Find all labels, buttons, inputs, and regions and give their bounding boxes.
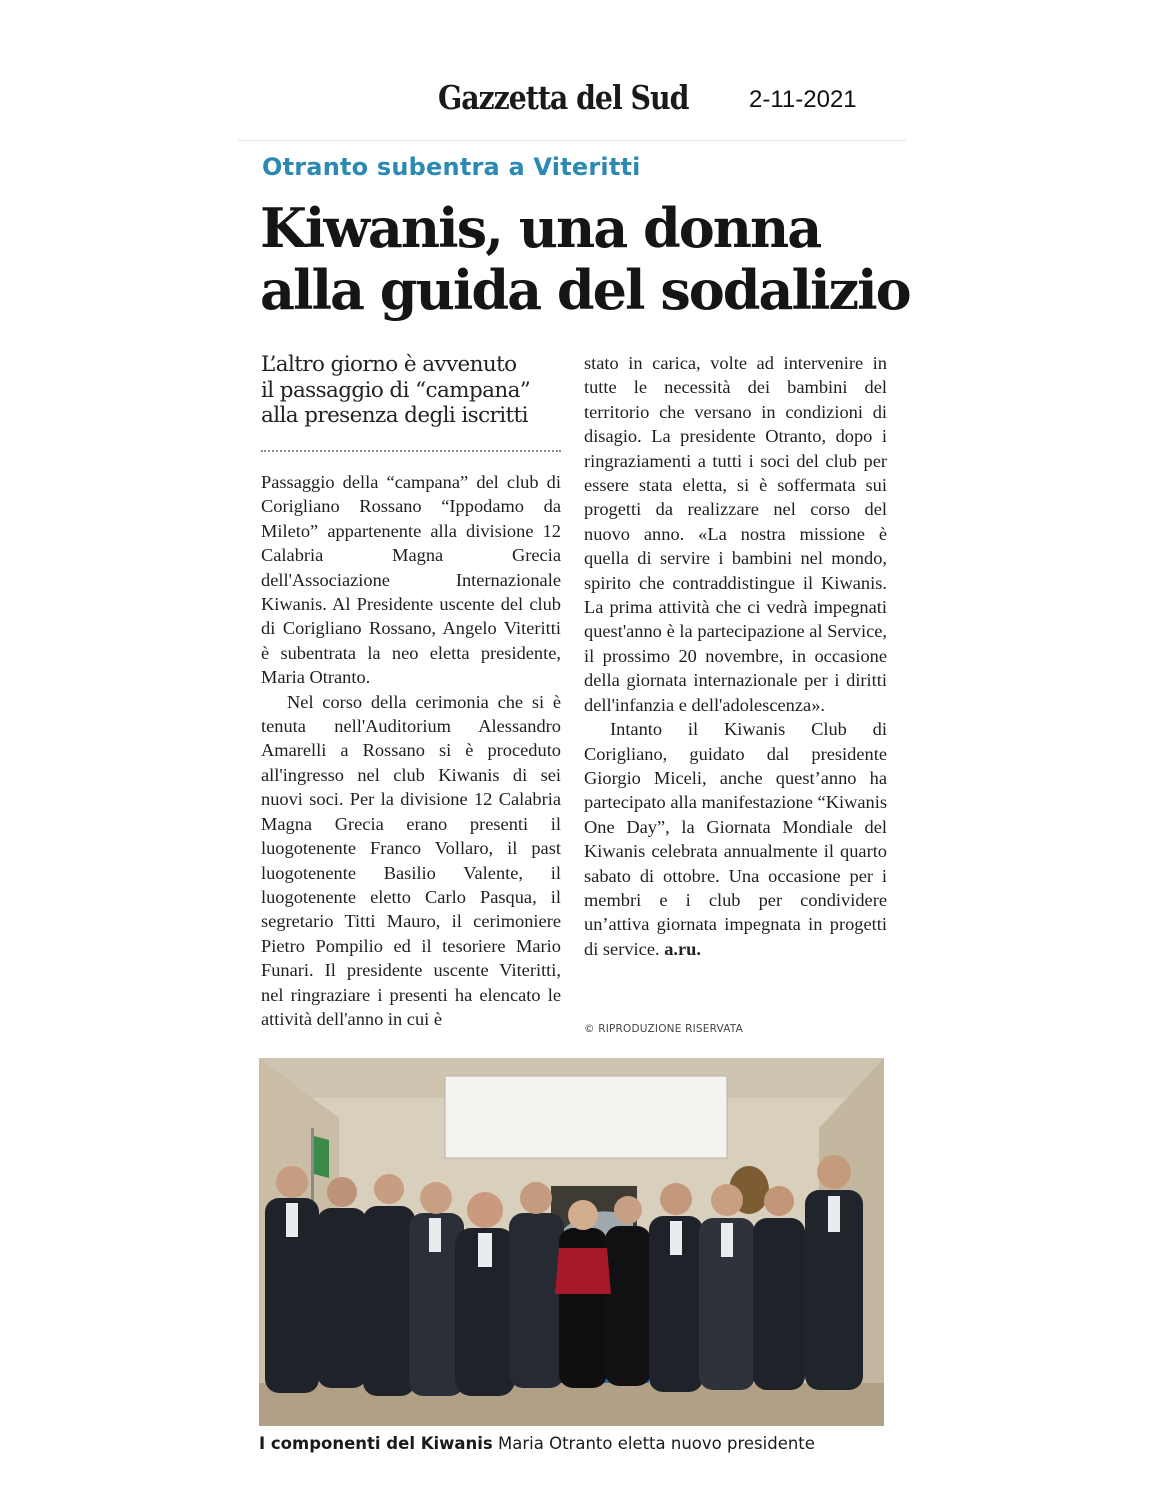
photo-caption	[259, 1434, 815, 1453]
top-divider	[238, 140, 906, 141]
subhead-line-2: il passaggio di “campana”	[261, 377, 531, 403]
paragraph-text: Intanto il Kiwanis Club di Corigliano, guidato dal presidente Giorgio Miceli, anche quest’anno ha partecipato alla manifestazione “Kiwanis One Day”, la Giornata Mondiale del Kiwanis celebrata annualmente il quarto sabato di ottobre. Una occasione per i membri e i club per condividere un’attiva giornata impegnata in progetti di service.	[584, 719, 887, 959]
publication-date: 2-11-2021	[749, 86, 857, 113]
article-column-2	[584, 351, 887, 961]
headline-line-2: alla guida del sodalizio	[260, 258, 910, 322]
copyright-notice: © RIPRODUZIONE RISERVATA	[584, 1023, 743, 1035]
author-signature: a.ru.	[664, 938, 701, 959]
paragraph: Nel corso della cerimonia che si è tenuta nell'Auditorium Alessandro Amarelli a Rossano si è proceduto all'ingresso nel club Kiwanis di sei nuovi soci. Per la divisione 12 Calabria Magna Grecia erano presenti il luogotenente Franco Vollaro, il past luogotenente Basilio Valente, il luogotenente eletto Carlo Pasqua, il segretario Titti Mauro, il cerimoniere Pietro Pompilio ed il tesoriere Mario Funari. Il presidente uscente Viteritti, nel ringraziare i presenti ha elencato le attività dell'anno in cui è	[261, 691, 561, 1029]
headline-line-1: Kiwanis, una donna	[260, 196, 821, 260]
subhead-line-1: L’altro giorno è avvenuto	[261, 352, 517, 377]
article-headline	[260, 196, 910, 322]
subhead-divider	[261, 450, 561, 452]
article-kicker: Otranto subentra a Viteritti	[262, 153, 641, 181]
paragraph: stato in carica, volte ad intervenire in tutte le necessità dei bambini del territorio che versano in condizioni di disagio. La presidente Otranto, dopo i ringraziamenti a tutti i soci del club per essere stata eletta, si è soffermata sui progetti da realizzare nel corso del nuovo anno. «La nostra missione è quella di servire i bambini nel mondo, spirito che contraddistingue il Kiwanis. La prima attività che ci vedrà impegnati quest'anno è la partecipazione al Service, il prossimo 20 novembre, in occasione della giornata internazionale per i diritti dell'infanzia e dell'adolescenza».	[584, 353, 887, 715]
article-column-1	[261, 470, 561, 1031]
caption-text: Maria Otranto eletta nuovo presidente	[498, 1434, 815, 1453]
caption-bold: I componenti del Kiwanis	[259, 1434, 493, 1453]
paragraph: Passaggio della “campana” del club di Corigliano Rossano “Ippodamo da Mileto” appartenente alla divisione 12 Calabria Magna Grecia dell'Associazione Internazionale Kiwanis. Al Presidente uscente del club di Corigliano Rossano, Angelo Viteritti è subentrata la neo eletta presidente, Maria Otranto.	[261, 472, 561, 688]
masthead	[0, 74, 1163, 126]
article-subhead	[261, 352, 561, 429]
newspaper-name: Gazzetta del Sud	[438, 78, 689, 117]
subhead-line-3: alla presenza degli iscritti	[261, 403, 528, 428]
group-photo	[259, 1058, 884, 1426]
paragraph	[584, 717, 887, 961]
